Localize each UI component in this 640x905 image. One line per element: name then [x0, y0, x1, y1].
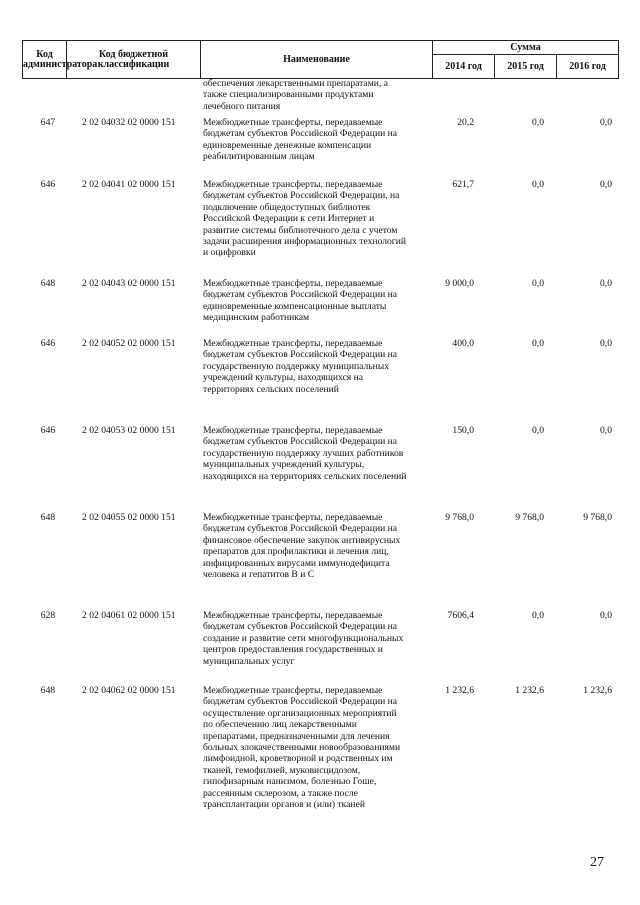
page-number: 27: [590, 855, 604, 870]
value-2014: 9 768,0: [445, 512, 474, 523]
value-2015: 1 232,6: [515, 685, 544, 696]
row-name: Межбюджетные трансферты, передаваемые бюджетам субъектов Российской Федерации на осуществление организационных мероприятий по обеспечению лиц лекарственными препаратами, предназначенными для лечения больных злокачественными новообразованиями лимфоидной, кроветворной и родственных им тканей, гемофилией, муковисцидозом, гипофизарным нанизмом, болезнью Гоше, рассеянным склерозом, а также после трансплантации органов и (или) тканей: [203, 685, 401, 811]
budget-code: 2 02 04043 02 0000 151: [82, 278, 176, 289]
admin-code: 648: [40, 512, 56, 523]
budget-code: 2 02 04032 02 0000 151: [82, 117, 176, 128]
value-2016: 0,0: [600, 338, 612, 349]
value-2014: 400,0: [452, 338, 474, 349]
header-sum: Сумма: [433, 41, 619, 55]
value-2015: 0,0: [532, 338, 544, 349]
row-name: Межбюджетные трансферты, передаваемые бюджетам субъектов Российской Федерации на создание и развитие сети многофункциональных центров предоставления государственных и муниципальных услуг: [203, 610, 404, 667]
value-2014: 150,0: [452, 425, 474, 436]
header-name: Наименование: [201, 41, 433, 79]
budget-code: 2 02 04041 02 0000 151: [82, 179, 176, 190]
header-budget-code: Код бюджетной классификации: [67, 41, 201, 79]
value-2015: 0,0: [532, 117, 544, 128]
value-2015: 0,0: [532, 179, 544, 190]
value-2016: 1 232,6: [583, 685, 612, 696]
admin-code: 628: [40, 610, 56, 621]
header-2014: 2014 год: [433, 55, 495, 79]
admin-code: 646: [40, 338, 56, 349]
admin-code: 647: [40, 117, 56, 128]
budget-code: 2 02 04052 02 0000 151: [82, 338, 176, 349]
value-2014: 9 000,0: [445, 278, 474, 289]
admin-code: 646: [40, 425, 56, 436]
budget-code: 2 02 04053 02 0000 151: [82, 425, 176, 436]
value-2016: 0,0: [600, 117, 612, 128]
budget-code: 2 02 04055 02 0000 151: [82, 512, 176, 523]
row-name: Межбюджетные трансферты, передаваемые бюджетам субъектов Российской Федерации на государственную поддержку лучших работников муниципальных учреждений культуры, находящихся на территориях сельских поселений: [203, 425, 407, 482]
row-name: Межбюджетные трансферты, передаваемые бюджетам субъектов Российской Федерации на финансовое обеспечение закупок антивирусных препаратов для профилактики и лечения лиц, инфицированных вирусами иммунодефицита человека и гепатитов В и С: [203, 512, 401, 581]
value-2014: 1 232,6: [445, 685, 474, 696]
row-name: Межбюджетные трансферты, передаваемые бюджетам субъектов Российской Федерации на государственную поддержку муниципальных учреждений культуры, находящихся на территориях сельских поселений: [203, 338, 398, 395]
row-name: Межбюджетные трансферты, передаваемые бюджетам субъектов Российской Федерации на единовременные компенсационные выплаты медицинским работникам: [203, 278, 398, 324]
value-2016: 0,0: [600, 278, 612, 289]
header-2016: 2016 год: [557, 55, 619, 79]
value-2015: 9 768,0: [515, 512, 544, 523]
row-name: Межбюджетные трансферты, передаваемые бюджетам субъектов Российской Федерации, на подключение общедоступных библиотек Российской Федерации к сети Интернет и развитие системы библиотечного дела с учетом задачи расширения информационных технологий и оцифровки: [203, 179, 407, 259]
value-2016: 9 768,0: [583, 512, 612, 523]
admin-code: 646: [40, 179, 56, 190]
value-2014: 20,2: [457, 117, 474, 128]
header-2015: 2015 год: [495, 55, 557, 79]
value-2015: 0,0: [532, 425, 544, 436]
continuation-text: обеспечения лекарственными препаратами, а также специализированными продуктами лечебного питания: [203, 78, 388, 112]
admin-code: 648: [40, 685, 56, 696]
value-2016: 0,0: [600, 179, 612, 190]
value-2015: 0,0: [532, 610, 544, 621]
budget-code: 2 02 04061 02 0000 151: [82, 610, 176, 621]
value-2016: 0,0: [600, 610, 612, 621]
value-2015: 0,0: [532, 278, 544, 289]
budget-code: 2 02 04062 02 0000 151: [82, 685, 176, 696]
value-2014: 7606,4: [447, 610, 474, 621]
row-name: Межбюджетные трансферты, передаваемые бюджетам субъектов Российской Федерации на единовременные денежные компенсации реабилитированным лицам: [203, 117, 398, 163]
value-2016: 0,0: [600, 425, 612, 436]
admin-code: 648: [40, 278, 56, 289]
value-2014: 621,7: [452, 179, 474, 190]
header-admin: Код администратора: [23, 41, 67, 79]
